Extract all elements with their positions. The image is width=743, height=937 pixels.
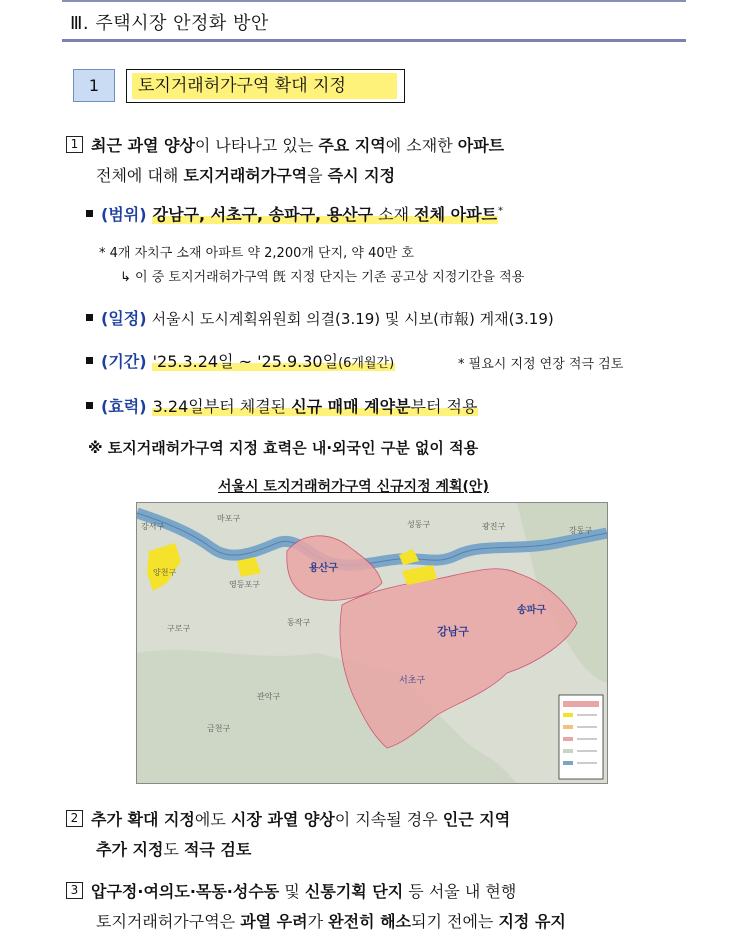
p2-phrase: 추가 확대 지정 (91, 810, 195, 829)
map-label-songpa: 송파구 (517, 605, 546, 616)
bullet-square (86, 210, 93, 217)
map-graphic (137, 503, 607, 783)
map-label-guro: 구로구 (167, 624, 191, 633)
schedule-label: (일정) (101, 309, 147, 328)
p1-text: 전체에 대해 (96, 166, 184, 185)
map-label-yeongdeungpo: 영등포구 (229, 580, 260, 589)
map-label-yangcheon: 양천구 (153, 568, 177, 577)
p1-phrase: 즉시 지정 (327, 166, 396, 185)
item-title: 토지거래허가구역 확대 지정 (132, 73, 397, 99)
map-label-gangnam: 강남구 (437, 625, 469, 638)
seoul-map (136, 502, 608, 784)
item-number: 1 (88, 76, 100, 95)
map-label-gangseo: 강서구 (141, 522, 165, 531)
p3-text: 및 (279, 882, 305, 901)
scope-districts: 강남구, 서초구, 송파구, 용산구 (152, 205, 374, 224)
map-label-geumcheon: 금천구 (207, 724, 231, 733)
p1-text: 이 나타나고 있는 (194, 136, 319, 155)
scope-line (86, 202, 503, 225)
p2-text: 도 (163, 840, 184, 859)
remark-text: 적용 (443, 439, 479, 457)
p1-phrase: 아파트 (457, 136, 505, 155)
p3-text: 되기 전에는 (411, 912, 499, 931)
item-number-box (73, 69, 115, 102)
remark-line (88, 437, 478, 458)
p3-phrase: 지정 유지 (498, 912, 566, 931)
schedule-text: 서울시 도시계획위원회 의결(3.19) 및 시보(市報) 게재(3.19) (151, 310, 554, 328)
header-top-rule (62, 0, 686, 2)
map-label-seocho: 서초구 (399, 676, 426, 686)
period-line (86, 349, 395, 372)
p1-text: 을 (307, 166, 328, 185)
map-label-dongjak: 동작구 (287, 618, 311, 627)
paragraph-3 (66, 877, 726, 937)
p2-text: 이 지속될 경우 (334, 810, 443, 829)
p3-text: 토지거래허가구역은 (96, 912, 241, 931)
bullet-square (86, 402, 93, 409)
scope-target: 전체 아파트 (414, 205, 498, 224)
paragraph-number: 3 (66, 882, 83, 899)
footnote-mark: * (498, 205, 504, 217)
scope-label: (범위) (101, 205, 147, 224)
map-caption: 서울시 토지거래허가구역 신규지정 계획(안) (218, 479, 489, 495)
p1-phrase: 토지거래허가구역 (183, 166, 308, 185)
bullet-square (86, 314, 93, 321)
p3-text: 가 (307, 912, 329, 931)
schedule-line (86, 306, 554, 329)
p2-phrase: 적극 검토 (183, 840, 252, 859)
map-label-mapo: 마포구 (217, 514, 241, 523)
paragraph-2 (66, 805, 716, 865)
p2-phrase: 추가 지정 (96, 840, 164, 859)
bullet-square (86, 357, 93, 364)
map-label-gangdong: 강동구 (569, 526, 593, 535)
effect-target: 신규 매매 계약분 (291, 397, 411, 416)
scope-text: 소재 (373, 205, 415, 224)
p3-phrase: 완전히 해소 (328, 912, 412, 931)
paragraph-1 (66, 131, 716, 191)
p3-phrase: 과열 우려 (240, 912, 308, 931)
p3-text: 등 서울 내 현행 (403, 882, 517, 901)
p3-phrase: 압구정·여의도·목동·성수동 (91, 882, 280, 901)
p1-text: 에 소재한 (385, 136, 458, 155)
map-label-seongdong: 성동구 (407, 520, 431, 529)
paragraph-number: 1 (66, 136, 83, 153)
p2-text: 에도 (194, 810, 231, 829)
effect-line (86, 394, 478, 417)
effect-text: 부터 적용 (410, 397, 478, 416)
period-duration: (6개월간) (338, 356, 395, 371)
effect-date: 3.24일 (152, 397, 204, 416)
p1-phrase: 최근 과열 양상 (91, 136, 195, 155)
scope-note-1: * 4개 자치구 소재 아파트 약 2,200개 단지, 약 40만 호 (99, 246, 414, 261)
period-note: * 필요시 지정 연장 적극 검토 (458, 357, 624, 372)
remark-text: ※ 토지거래허가구역 지정 효력은 (88, 439, 312, 457)
scope-note-2: ↳ 이 중 토지거래허가구역 旣 지정 단지는 기존 공고상 지정기간을 적용 (120, 270, 525, 285)
item-title-box (126, 69, 405, 103)
period-label: (기간) (101, 352, 147, 371)
map-label-gwangjin: 광진구 (482, 522, 506, 531)
p3-phrase: 신통기획 단지 (304, 882, 404, 901)
map-legend (559, 695, 603, 779)
p2-phrase: 인근 지역 (442, 810, 511, 829)
remark-emphasis: 내·외국인 구분 없이 (311, 439, 444, 457)
effect-text: 부터 체결된 (203, 397, 292, 416)
period-range: '25.3.24일 ~ '25.9.30일 (152, 352, 339, 371)
effect-label: (효력) (101, 397, 147, 416)
header-bottom-rule (62, 39, 686, 42)
p1-phrase: 주요 지역 (318, 136, 386, 155)
map-label-yongsan: 용산구 (309, 563, 338, 574)
map-label-gwanak: 관악구 (257, 692, 281, 701)
section-title: Ⅲ. 주택시장 안정화 방안 (70, 13, 269, 34)
section-header (62, 0, 686, 44)
p2-phrase: 시장 과열 양상 (230, 810, 335, 829)
paragraph-number: 2 (66, 810, 83, 827)
